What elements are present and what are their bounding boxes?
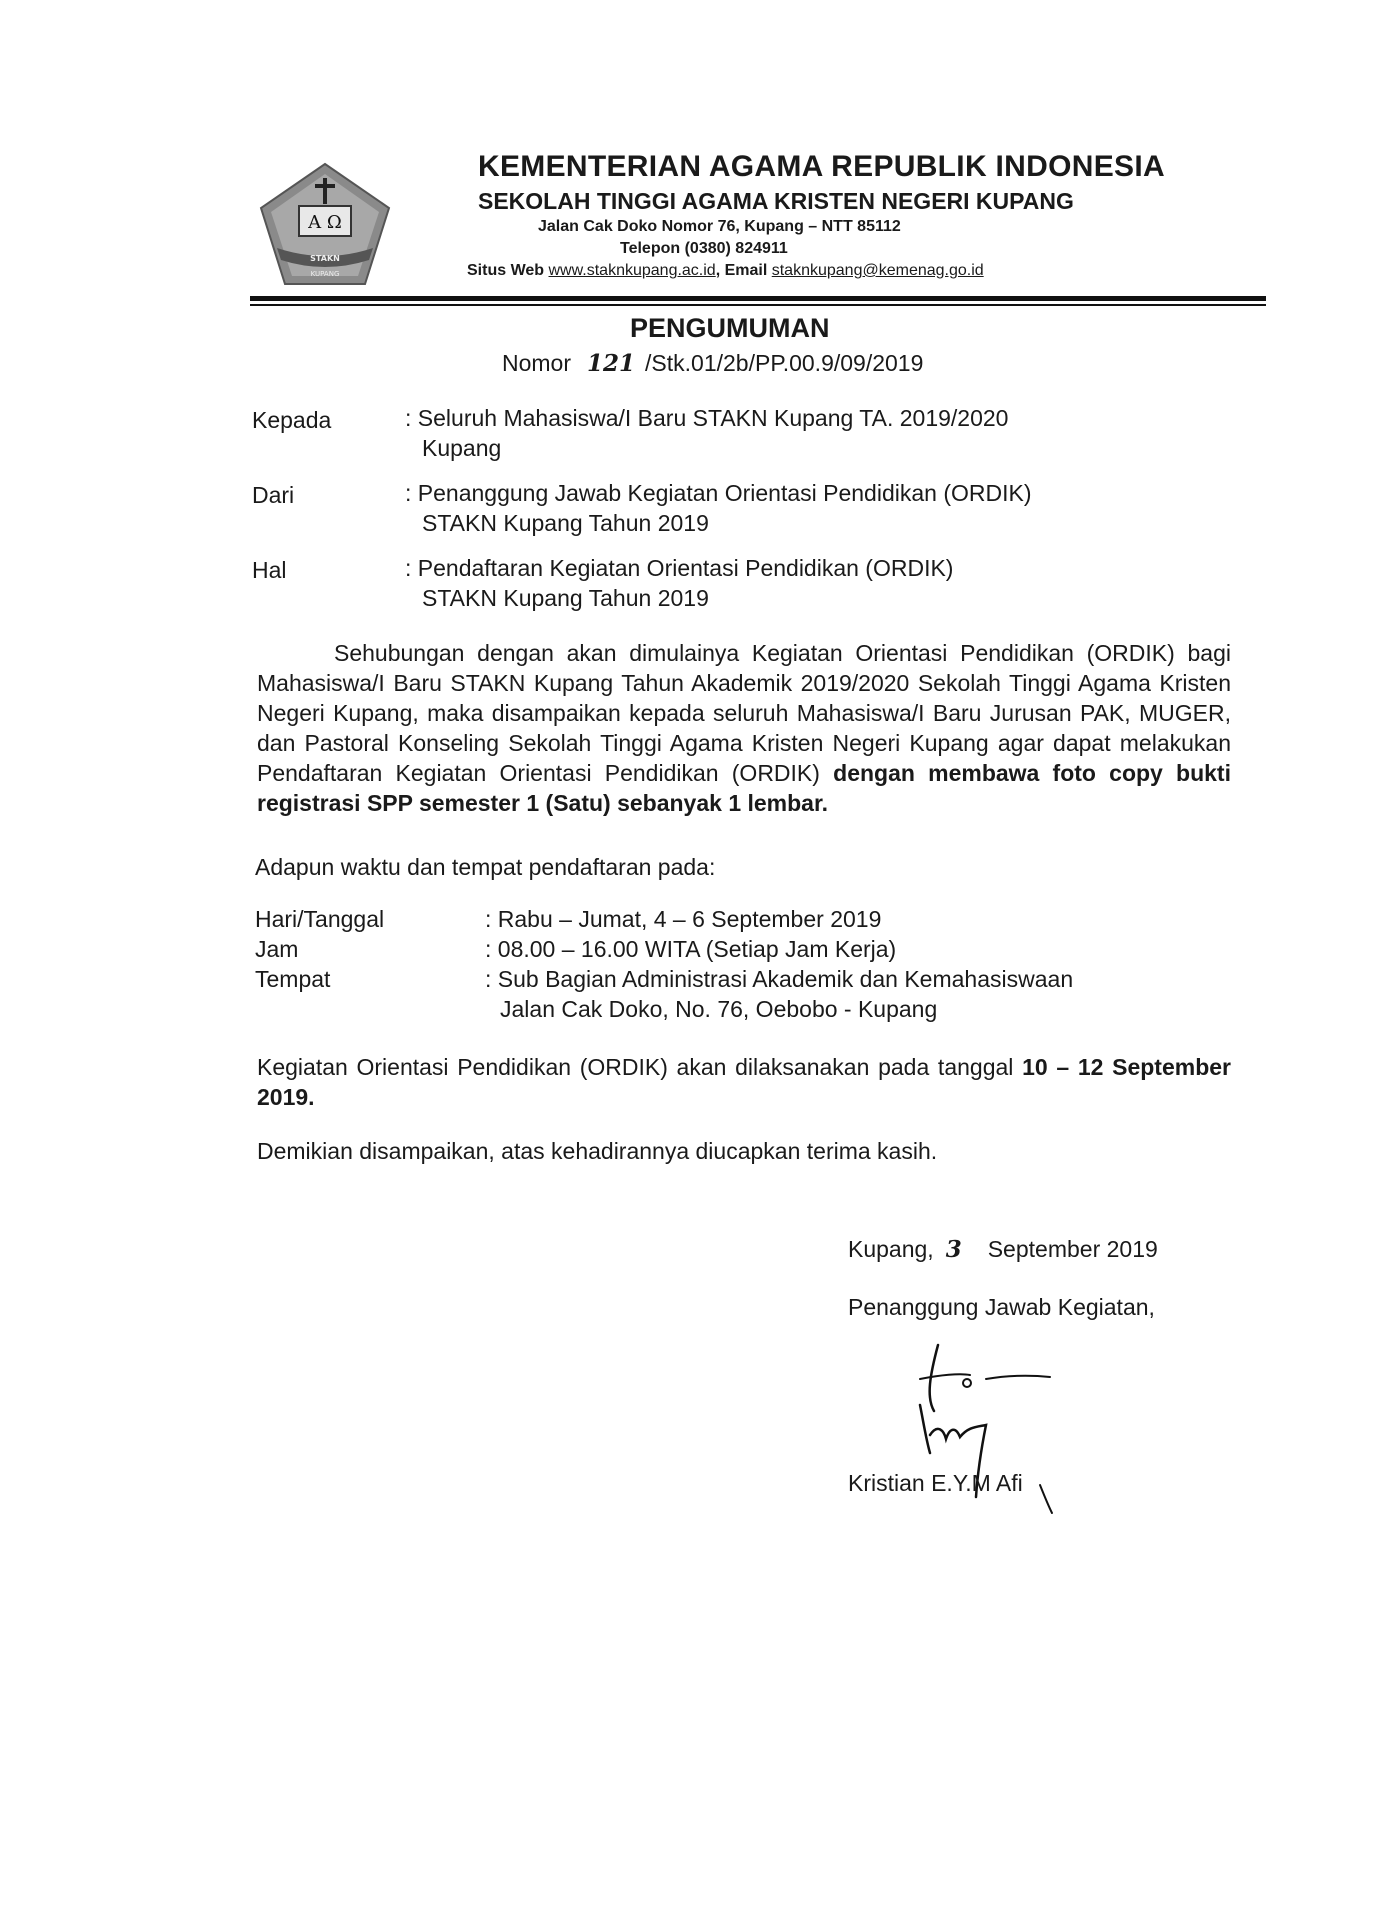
letterhead-divider-thick: [250, 296, 1266, 301]
logo-alpha-omega: A Ω: [308, 212, 342, 233]
email-label: Email: [724, 262, 768, 279]
schedule-time-value: : 08.00 – 16.00 WITA (Setiap Jam Kerja): [485, 936, 897, 962]
institution-phone: Telepon (0380) 824911: [620, 240, 788, 257]
web-link[interactable]: www.staknkupang.ac.id: [548, 262, 716, 279]
hal-value: [405, 553, 953, 613]
institution-name: SEKOLAH TINGGI AGAMA KRISTEN NEGERI KUPANG: [478, 188, 1074, 214]
dari-value: [405, 478, 1031, 538]
announcement-paragraph: [257, 638, 1231, 818]
document-title: PENGUMUMAN: [630, 313, 830, 343]
dari-line-2: STAKN Kupang Tahun 2019: [422, 510, 709, 536]
event-date-text: Kegiatan Orientasi Pendidikan (ORDIK) akan dilaksanakan pada tanggal: [257, 1054, 1023, 1080]
schedule-place-label: Tempat: [255, 966, 331, 992]
kepada-label: Kepada: [252, 407, 332, 433]
institution-address: Jalan Cak Doko Nomor 76, Kupang – NTT 85112: [538, 218, 901, 235]
logo-ribbon-text: STAKN: [310, 254, 340, 263]
dari-line-1: : Penanggung Jawab Kegiatan Orientasi Pendidikan (ORDIK): [405, 480, 1032, 506]
web-label: Situs Web: [467, 262, 545, 279]
letterhead-divider-thin: [250, 304, 1266, 306]
event-date-emphasis: 10 – 12 September 2019.: [257, 1054, 1231, 1110]
schedule-lead: Adapun waktu dan tempat pendaftaran pada:: [255, 854, 716, 880]
signature-place: Kupang,: [848, 1236, 934, 1262]
number-handwritten: 121: [587, 350, 636, 377]
schedule-place-value: : Sub Bagian Administrasi Akademik dan Kemahasiswaan: [485, 966, 1074, 992]
number-label: Nomor: [502, 350, 572, 376]
signer-name: Kristian E.Y.M Afi: [848, 1470, 1023, 1496]
kepada-line-1: : Seluruh Mahasiswa/I Baru STAKN Kupang TA. 2019/2020: [405, 405, 1009, 431]
logo-bottom-text: KUPANG: [310, 270, 340, 278]
email-link[interactable]: staknkupang@kemenag.go.id: [771, 262, 984, 279]
closing-sentence: Demikian disampaikan, atas kehadirannya diucapkan terima kasih.: [257, 1138, 938, 1164]
signature-role: Penanggung Jawab Kegiatan,: [848, 1294, 1155, 1320]
signature-month-year: September 2019: [987, 1236, 1158, 1262]
schedule-day-label: Hari/Tanggal: [255, 906, 385, 932]
dari-label: Dari: [252, 482, 295, 508]
hal-line-1: : Pendaftaran Kegiatan Orientasi Pendidikan (ORDIK): [405, 555, 954, 581]
document-number: [502, 350, 923, 377]
schedule-place-value-2: Jalan Cak Doko, No. 76, Oebobo - Kupang: [500, 996, 938, 1022]
paragraph-emphasis: dengan membawa foto copy bukti registrasi SPP semester 1 (Satu) sebanyak 1 lembar.: [257, 760, 1231, 816]
institution-logo: [255, 160, 395, 290]
hal-line-2: STAKN Kupang Tahun 2019: [422, 585, 709, 611]
kepada-line-2: Kupang: [422, 435, 502, 461]
hal-label: Hal: [252, 557, 287, 583]
signature-place-date: [848, 1236, 1158, 1263]
paragraph-text: Sehubungan dengan akan dimulainya Kegiatan Orientasi Pendidikan (ORDIK) bagi Mahasiswa/I Baru STAKN Kupang Tahun Akademik 2019/2020 Sekolah Tinggi Agama Kristen Negeri Kupang, maka disampaikan kepada seluruh Mahasiswa/I Baru Jurusan PAK, MUGER, dan Pastoral Konseling Sekolah Tinggi Agama Kristen Negeri Kupang agar dapat melakukan Pendaftaran Kegiatan Orientasi Pendidikan (ORDIK): [257, 640, 1231, 786]
kepada-value: [405, 403, 1008, 463]
schedule-day-value: : Rabu – Jumat, 4 – 6 September 2019: [485, 906, 882, 932]
institution-web-line: Situs Web www.staknkupang.ac.id, Email staknkupang@kemenag.go.id: [467, 262, 984, 279]
schedule-time-label: Jam: [255, 936, 299, 962]
number-suffix: /Stk.01/2b/PP.00.9/09/2019: [645, 350, 924, 376]
event-date-paragraph: [257, 1052, 1231, 1112]
signature-day-handwritten: 3: [945, 1236, 962, 1263]
ministry-name: KEMENTERIAN AGAMA REPUBLIK INDONESIA: [478, 150, 1165, 183]
